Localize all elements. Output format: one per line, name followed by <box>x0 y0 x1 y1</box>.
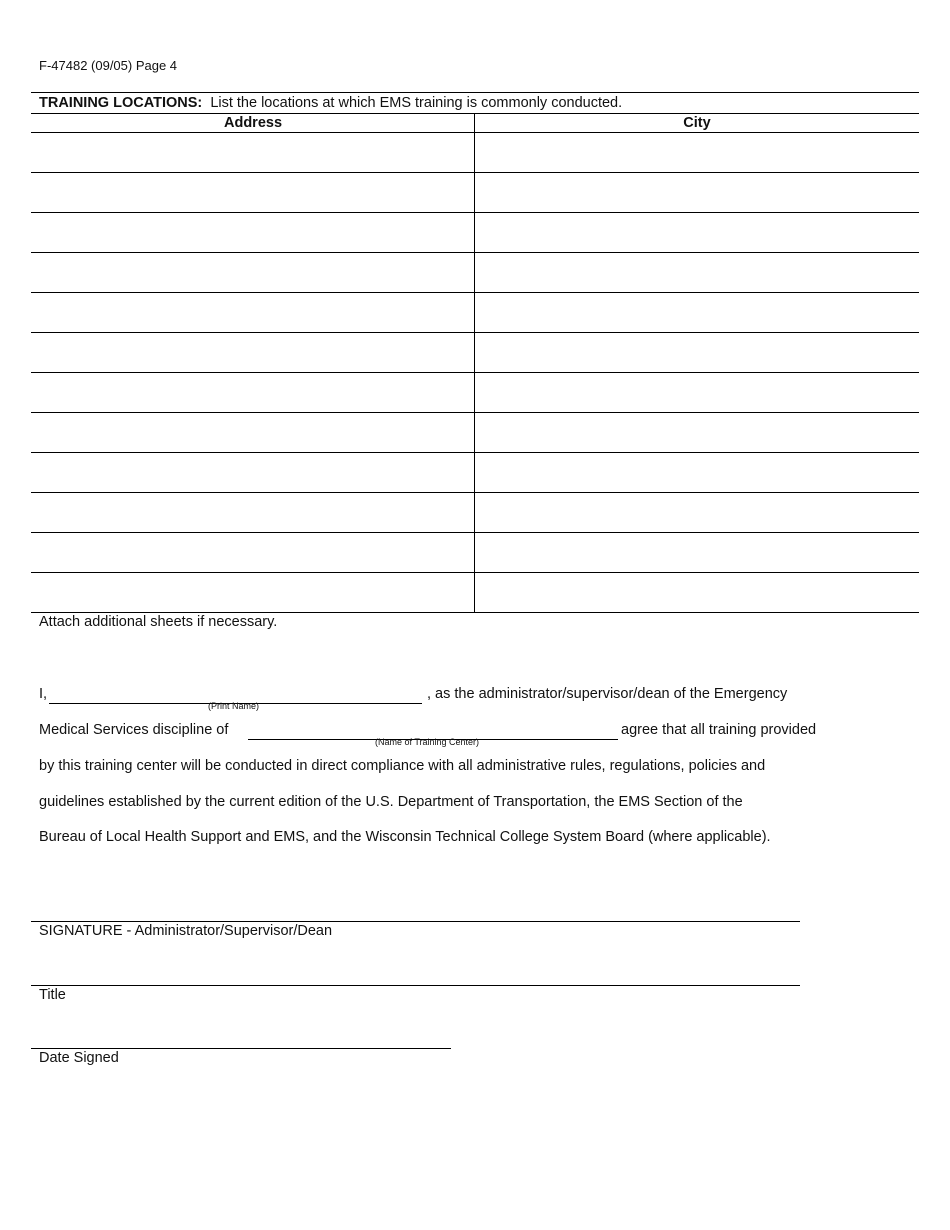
table-row <box>31 133 919 173</box>
city-cell[interactable] <box>475 173 919 213</box>
attach-note: Attach additional sheets if necessary. <box>39 614 278 630</box>
table-row <box>31 493 919 533</box>
address-cell[interactable] <box>31 533 474 573</box>
column-header-address: Address <box>223 115 283 131</box>
city-cell[interactable] <box>475 333 919 373</box>
table-top-rule <box>31 92 919 93</box>
table-row <box>31 373 919 413</box>
address-cell[interactable] <box>31 293 474 333</box>
address-cell[interactable] <box>31 413 474 453</box>
city-cell[interactable] <box>475 373 919 413</box>
date-signed-line[interactable] <box>31 1048 451 1049</box>
city-cell[interactable] <box>475 293 919 333</box>
table-row <box>31 293 919 333</box>
attestation-line3: by this training center will be conducted in direct compliance with all administrative rules, regulations, policies and <box>39 758 766 774</box>
training-center-caption: (Name of Training Center) <box>375 737 480 747</box>
table-row <box>31 333 919 373</box>
address-cell[interactable] <box>31 213 474 253</box>
address-cell[interactable] <box>31 453 474 493</box>
table-row <box>31 453 919 493</box>
attestation-line5: Bureau of Local Health Support and EMS, and the Wisconsin Technical College System Board (where applicable). <box>39 829 771 845</box>
column-header-city: City <box>683 115 711 131</box>
attestation-line2-suffix: agree that all training provided <box>621 722 817 738</box>
city-cell[interactable] <box>475 413 919 453</box>
table-row <box>31 213 919 253</box>
attestation-line1-suffix: , as the administrator/supervisor/dean of the Emergency <box>427 686 788 702</box>
form-id: F-47482 (09/05) Page 4 <box>39 58 178 73</box>
table-row <box>31 533 919 573</box>
table-row <box>31 413 919 453</box>
print-name-caption: (Print Name) <box>208 701 260 711</box>
attestation-prefix: I, <box>39 686 48 702</box>
address-cell[interactable] <box>31 133 474 173</box>
attestation-line2-prefix: Medical Services discipline of <box>39 722 229 738</box>
section-heading: TRAINING LOCATIONS: <box>39 95 203 111</box>
city-cell[interactable] <box>475 213 919 253</box>
city-cell[interactable] <box>475 493 919 533</box>
attestation-line4: guidelines established by the current edition of the U.S. Department of Transportation, the EMS Section of the <box>39 794 743 810</box>
section-instruction: List the locations at which EMS training is commonly conducted. <box>210 95 623 111</box>
header-top-rule <box>31 113 919 114</box>
address-cell[interactable] <box>31 373 474 413</box>
address-cell[interactable] <box>31 253 474 293</box>
title-label: Title <box>39 987 66 1003</box>
address-cell[interactable] <box>31 493 474 533</box>
city-cell[interactable] <box>475 133 919 173</box>
table-row <box>31 573 919 613</box>
section-title <box>39 95 622 111</box>
date-signed-label: Date Signed <box>39 1050 119 1066</box>
city-cell[interactable] <box>475 533 919 573</box>
address-cell[interactable] <box>31 333 474 373</box>
table-row <box>31 173 919 213</box>
signature-label: SIGNATURE - Administrator/Supervisor/Dean <box>39 923 333 939</box>
address-cell[interactable] <box>31 173 474 213</box>
table-row <box>31 253 919 293</box>
city-cell[interactable] <box>475 573 919 613</box>
city-cell[interactable] <box>475 253 919 293</box>
address-cell[interactable] <box>31 573 474 613</box>
signature-line[interactable] <box>31 921 800 922</box>
title-line[interactable] <box>31 985 800 986</box>
city-cell[interactable] <box>475 453 919 493</box>
